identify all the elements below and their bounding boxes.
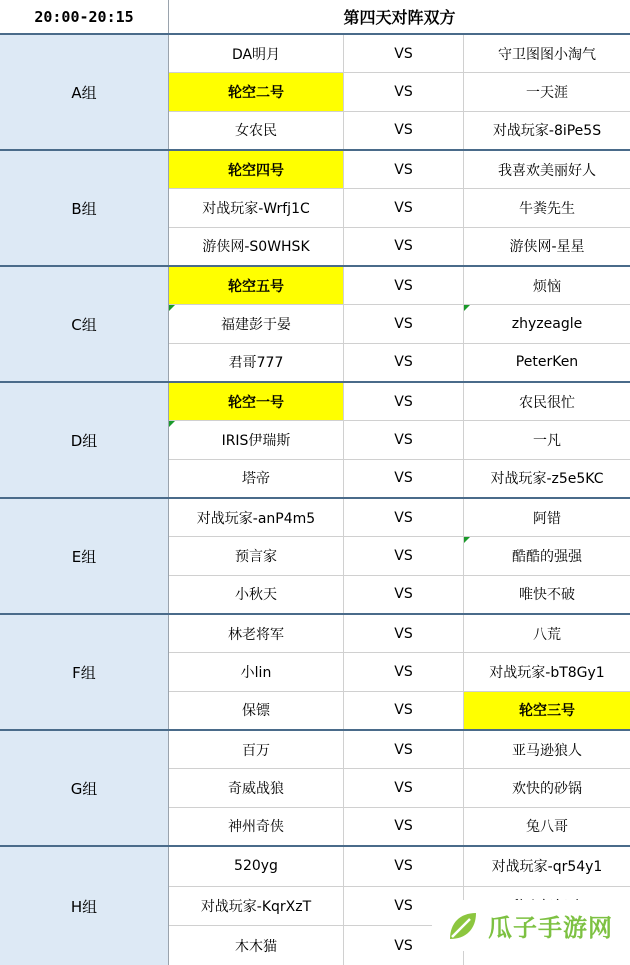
vs-cell-text: VS — [394, 937, 413, 954]
player-one-cell-text: 保镖 — [242, 703, 270, 720]
match-row — [169, 847, 630, 887]
player-one-cell — [169, 615, 344, 652]
player-one-cell-text: 林老将军 — [228, 626, 284, 643]
comment-marker-icon — [169, 305, 175, 311]
match-list — [169, 35, 630, 149]
vs-cell — [344, 847, 464, 886]
match-row — [169, 692, 630, 729]
player-one-cell-text: 游侠网-S0WHSK — [202, 239, 310, 256]
vs-cell-text: VS — [394, 470, 413, 487]
match-row — [169, 731, 630, 769]
player-one-cell-text: 轮空二号 — [228, 84, 284, 101]
player-one-cell-text: 小lin — [240, 664, 272, 681]
match-row — [169, 615, 630, 653]
match-list — [169, 151, 630, 265]
vs-cell — [344, 808, 464, 845]
player-two-cell — [464, 731, 630, 768]
group-block — [0, 151, 630, 267]
comment-marker-icon — [464, 537, 470, 543]
player-one-cell-text: 轮空四号 — [228, 162, 284, 179]
match-list — [169, 615, 630, 729]
vs-cell-text: VS — [394, 779, 413, 796]
player-one-cell-text: 福建彭于晏 — [221, 316, 291, 333]
vs-cell-text: VS — [394, 238, 413, 255]
player-two-cell-text: 烦恼 — [533, 278, 561, 295]
player-one-cell — [169, 769, 344, 806]
vs-cell-text: VS — [394, 702, 413, 719]
player-one-cell-text: 对战玩家-anP4m5 — [196, 510, 316, 527]
vs-cell — [344, 228, 464, 265]
player-one-cell — [169, 73, 344, 110]
player-one-cell — [169, 499, 344, 536]
player-two-cell-text: 唯快不破 — [519, 587, 575, 604]
vs-cell-text: VS — [394, 586, 413, 603]
group-label: F组 — [0, 615, 169, 729]
match-row — [169, 267, 630, 305]
player-one-cell — [169, 344, 344, 381]
vs-cell-text: VS — [394, 741, 413, 758]
player-one-cell-text: DA明月 — [231, 46, 281, 63]
player-one-cell — [169, 576, 344, 613]
player-two-cell — [464, 151, 630, 188]
vs-cell-text: VS — [394, 547, 413, 564]
player-one-cell — [169, 112, 344, 149]
player-one-cell-text: 小秋天 — [235, 587, 277, 604]
player-two-cell — [464, 228, 630, 265]
vs-cell — [344, 344, 464, 381]
vs-cell-text: VS — [394, 277, 413, 294]
vs-cell — [344, 692, 464, 729]
player-two-cell — [464, 537, 630, 574]
match-row — [169, 189, 630, 227]
player-one-cell-text: 轮空五号 — [228, 278, 284, 295]
player-two-cell — [464, 769, 630, 806]
player-two-cell — [464, 344, 630, 381]
group-label: E组 — [0, 499, 169, 613]
player-one-cell-text: 对战玩家-Wrfj1C — [202, 200, 310, 217]
player-two-cell-text: 阿错 — [533, 510, 561, 527]
vs-cell-text: VS — [394, 431, 413, 448]
player-two-cell-text: 对战玩家-qr54y1 — [491, 859, 603, 876]
player-two-cell-text: 农民很忙 — [519, 394, 575, 411]
player-one-cell — [169, 189, 344, 226]
vs-cell-text: VS — [394, 898, 413, 914]
table-title: 第四天对阵双方 — [343, 8, 456, 27]
match-row — [169, 228, 630, 265]
player-two-cell — [464, 460, 630, 497]
player-one-cell-text: 预言家 — [235, 548, 277, 565]
vs-cell-text: VS — [394, 199, 413, 216]
player-two-cell — [464, 808, 630, 845]
vs-cell-text: VS — [394, 45, 413, 62]
vs-cell — [344, 112, 464, 149]
vs-cell — [344, 35, 464, 72]
match-row — [169, 421, 630, 459]
player-two-cell-text: 对战玩家-8iPe5S — [492, 123, 602, 140]
player-two-cell-text: PeterKen — [515, 354, 579, 371]
vs-cell — [344, 73, 464, 110]
vs-cell — [344, 653, 464, 690]
comment-marker-icon — [464, 305, 470, 311]
player-one-cell-text: 百万 — [242, 742, 270, 759]
match-row — [169, 73, 630, 111]
player-two-cell-text: 轮空三号 — [519, 703, 575, 720]
player-one-cell-text: 君哥777 — [228, 355, 284, 372]
player-two-cell-text: 对战玩家-bT8Gy1 — [489, 664, 605, 681]
player-one-cell — [169, 731, 344, 768]
player-two-cell-text: 欢快的砂锅 — [512, 780, 582, 797]
match-row — [169, 151, 630, 189]
match-row — [169, 35, 630, 73]
player-two-cell-text: 兔八哥 — [526, 819, 568, 836]
player-one-cell — [169, 228, 344, 265]
player-one-cell-text: IRIS伊瑞斯 — [221, 432, 291, 449]
player-one-cell — [169, 305, 344, 342]
player-two-cell — [464, 499, 630, 536]
group-label: D组 — [0, 383, 169, 497]
player-two-cell — [464, 383, 630, 420]
vs-cell — [344, 460, 464, 497]
vs-cell-text: VS — [394, 354, 413, 371]
vs-cell — [344, 305, 464, 342]
match-list — [169, 499, 630, 613]
group-block — [0, 615, 630, 731]
leaf-logo-icon — [446, 909, 480, 943]
comment-marker-icon — [169, 421, 175, 427]
player-two-cell — [464, 692, 630, 729]
vs-cell-text: VS — [394, 83, 413, 100]
player-one-cell — [169, 267, 344, 304]
player-two-cell-text: 守卫图图小淘气 — [498, 46, 596, 63]
match-row — [169, 576, 630, 613]
player-one-cell — [169, 537, 344, 574]
group-block — [0, 499, 630, 615]
player-two-cell — [464, 615, 630, 652]
group-label: B组 — [0, 151, 169, 265]
player-two-cell-text: 酷酷的强强 — [512, 548, 582, 565]
player-two-cell — [464, 847, 630, 886]
match-row — [169, 499, 630, 537]
player-one-cell — [169, 887, 344, 926]
vs-cell — [344, 537, 464, 574]
match-row — [169, 460, 630, 497]
vs-cell-text: VS — [394, 315, 413, 332]
match-row — [169, 808, 630, 845]
player-two-cell-text: 牛粪先生 — [519, 200, 575, 217]
vs-cell — [344, 615, 464, 652]
player-one-cell — [169, 421, 344, 458]
match-row — [169, 653, 630, 691]
vs-cell — [344, 769, 464, 806]
table-header — [0, 0, 630, 35]
player-one-cell-text: 木木猫 — [235, 938, 277, 955]
match-list — [169, 731, 630, 845]
group-block — [0, 267, 630, 383]
vs-cell — [344, 499, 464, 536]
player-two-cell-text: 一天涯 — [526, 84, 568, 101]
match-row — [169, 537, 630, 575]
match-list — [169, 267, 630, 381]
player-two-cell-text: 我喜欢美丽好人 — [498, 162, 596, 179]
player-one-cell — [169, 926, 344, 965]
group-block — [0, 35, 630, 151]
match-row — [169, 383, 630, 421]
vs-cell-text: VS — [394, 393, 413, 410]
group-block — [0, 731, 630, 847]
player-two-cell-text: 对战玩家-z5e5KC — [490, 471, 604, 488]
vs-cell-text: VS — [394, 161, 413, 178]
vs-cell — [344, 576, 464, 613]
vs-cell-text: VS — [394, 122, 413, 139]
time-slot: 20:00-20:15 — [0, 0, 169, 33]
player-two-cell-text: 游侠网-星星 — [509, 239, 585, 256]
vs-cell — [344, 421, 464, 458]
vs-cell — [344, 267, 464, 304]
vs-cell — [344, 731, 464, 768]
player-two-cell — [464, 576, 630, 613]
player-one-cell — [169, 847, 344, 886]
player-two-cell — [464, 267, 630, 304]
player-one-cell — [169, 151, 344, 188]
watermark-text: 瓜子手游网 — [488, 914, 613, 942]
player-two-cell-text: 八荒 — [533, 626, 561, 643]
player-one-cell-text: 轮空一号 — [228, 394, 284, 411]
vs-cell-text: VS — [394, 625, 413, 642]
player-two-cell-text: zhyzeagle — [511, 315, 583, 332]
player-one-cell-text: 塔帝 — [242, 471, 270, 488]
player-two-cell-text: 一凡 — [533, 432, 561, 449]
vs-cell — [344, 189, 464, 226]
vs-cell-text: VS — [394, 818, 413, 835]
vs-cell-text: VS — [394, 509, 413, 526]
player-two-cell — [464, 421, 630, 458]
match-row — [169, 305, 630, 343]
match-row — [169, 344, 630, 381]
player-two-cell-text: 亚马逊狼人 — [512, 742, 582, 759]
player-one-cell — [169, 653, 344, 690]
player-two-cell — [464, 305, 630, 342]
player-one-cell — [169, 35, 344, 72]
vs-cell-text: VS — [394, 858, 413, 875]
player-one-cell-text: 神州奇侠 — [228, 819, 284, 836]
player-one-cell-text: 女农民 — [235, 123, 277, 140]
vs-cell — [344, 383, 464, 420]
player-two-cell — [464, 189, 630, 226]
player-one-cell-text: 对战玩家-KqrXzT — [200, 899, 312, 915]
match-row — [169, 769, 630, 807]
group-label: A组 — [0, 35, 169, 149]
player-one-cell — [169, 692, 344, 729]
player-one-cell-text: 奇威战狼 — [228, 780, 284, 797]
match-row — [169, 112, 630, 149]
match-list — [169, 383, 630, 497]
group-block — [0, 383, 630, 499]
player-one-cell — [169, 460, 344, 497]
group-label: C组 — [0, 267, 169, 381]
vs-cell — [344, 151, 464, 188]
player-two-cell — [464, 35, 630, 72]
player-one-cell — [169, 383, 344, 420]
watermark-logo — [432, 900, 630, 951]
player-one-cell-text: 520yg — [234, 858, 278, 875]
player-two-cell — [464, 653, 630, 690]
group-label: H组 — [0, 847, 169, 965]
group-label: G组 — [0, 731, 169, 845]
player-one-cell — [169, 808, 344, 845]
player-two-cell — [464, 73, 630, 110]
vs-cell-text: VS — [394, 663, 413, 680]
player-two-cell — [464, 112, 630, 149]
